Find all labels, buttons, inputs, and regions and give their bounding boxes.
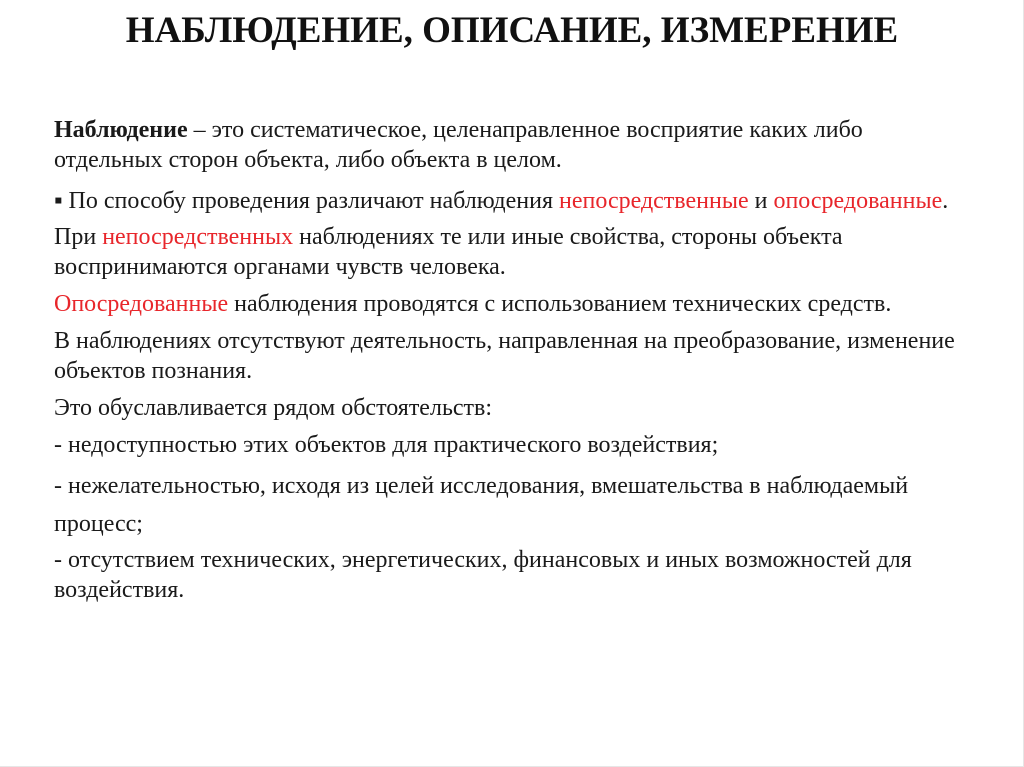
list-item-absence: - отсутствием технических, энергетических, финансовых и иных возможностей для воздействия. [54,547,912,603]
bullet-marker: ▪ [54,188,63,214]
highlight-indirect-2: Опосредованные [54,291,229,317]
direct-text: наблюдениях те или иные свойства, стороны объекта воспринимаются органами чувств человека. [54,224,843,280]
paragraph-definition [54,115,964,175]
highlight-direct-2: непосредственных [102,224,294,250]
paragraph-circumstances: Это обуславливается рядом обстоятельств: [54,395,493,421]
slide-body [54,115,964,612]
method-period: . [942,188,949,214]
highlight-indirect: опосредованные [773,188,943,214]
highlight-direct: непосредственные [559,188,749,214]
method-text: По способу проведения различают наблюдения [62,188,560,214]
direct-lead: При [54,224,103,250]
page-title: НАБЛЮДЕНИЕ, ОПИСАНИЕ, ИЗМЕРЕНИЕ [125,10,899,51]
paragraph-indirect [54,289,964,319]
list-item-undesirability: - нежелательностью, исходя из целей исследования, вмешательства в наблюдаемый процесс; [54,473,909,537]
paragraph-direct [54,222,964,282]
term-observation: Наблюдение [54,117,188,143]
paragraph-no-activity: В наблюдениях отсутствуют деятельность, направленная на преобразование, изменение объектов познания. [54,328,955,384]
list-item-inaccessibility: - недоступностью этих объектов для практического воздействия; [54,432,719,458]
indirect-text: наблюдения проводятся с использованием технических средств. [228,291,892,317]
definition-text: – это систематическое, целенаправленное восприятие каких либо отдельных сторон объекта, либо объекта в целом. [54,117,863,173]
method-conjunction: и [748,188,774,214]
paragraph-method [54,182,964,220]
